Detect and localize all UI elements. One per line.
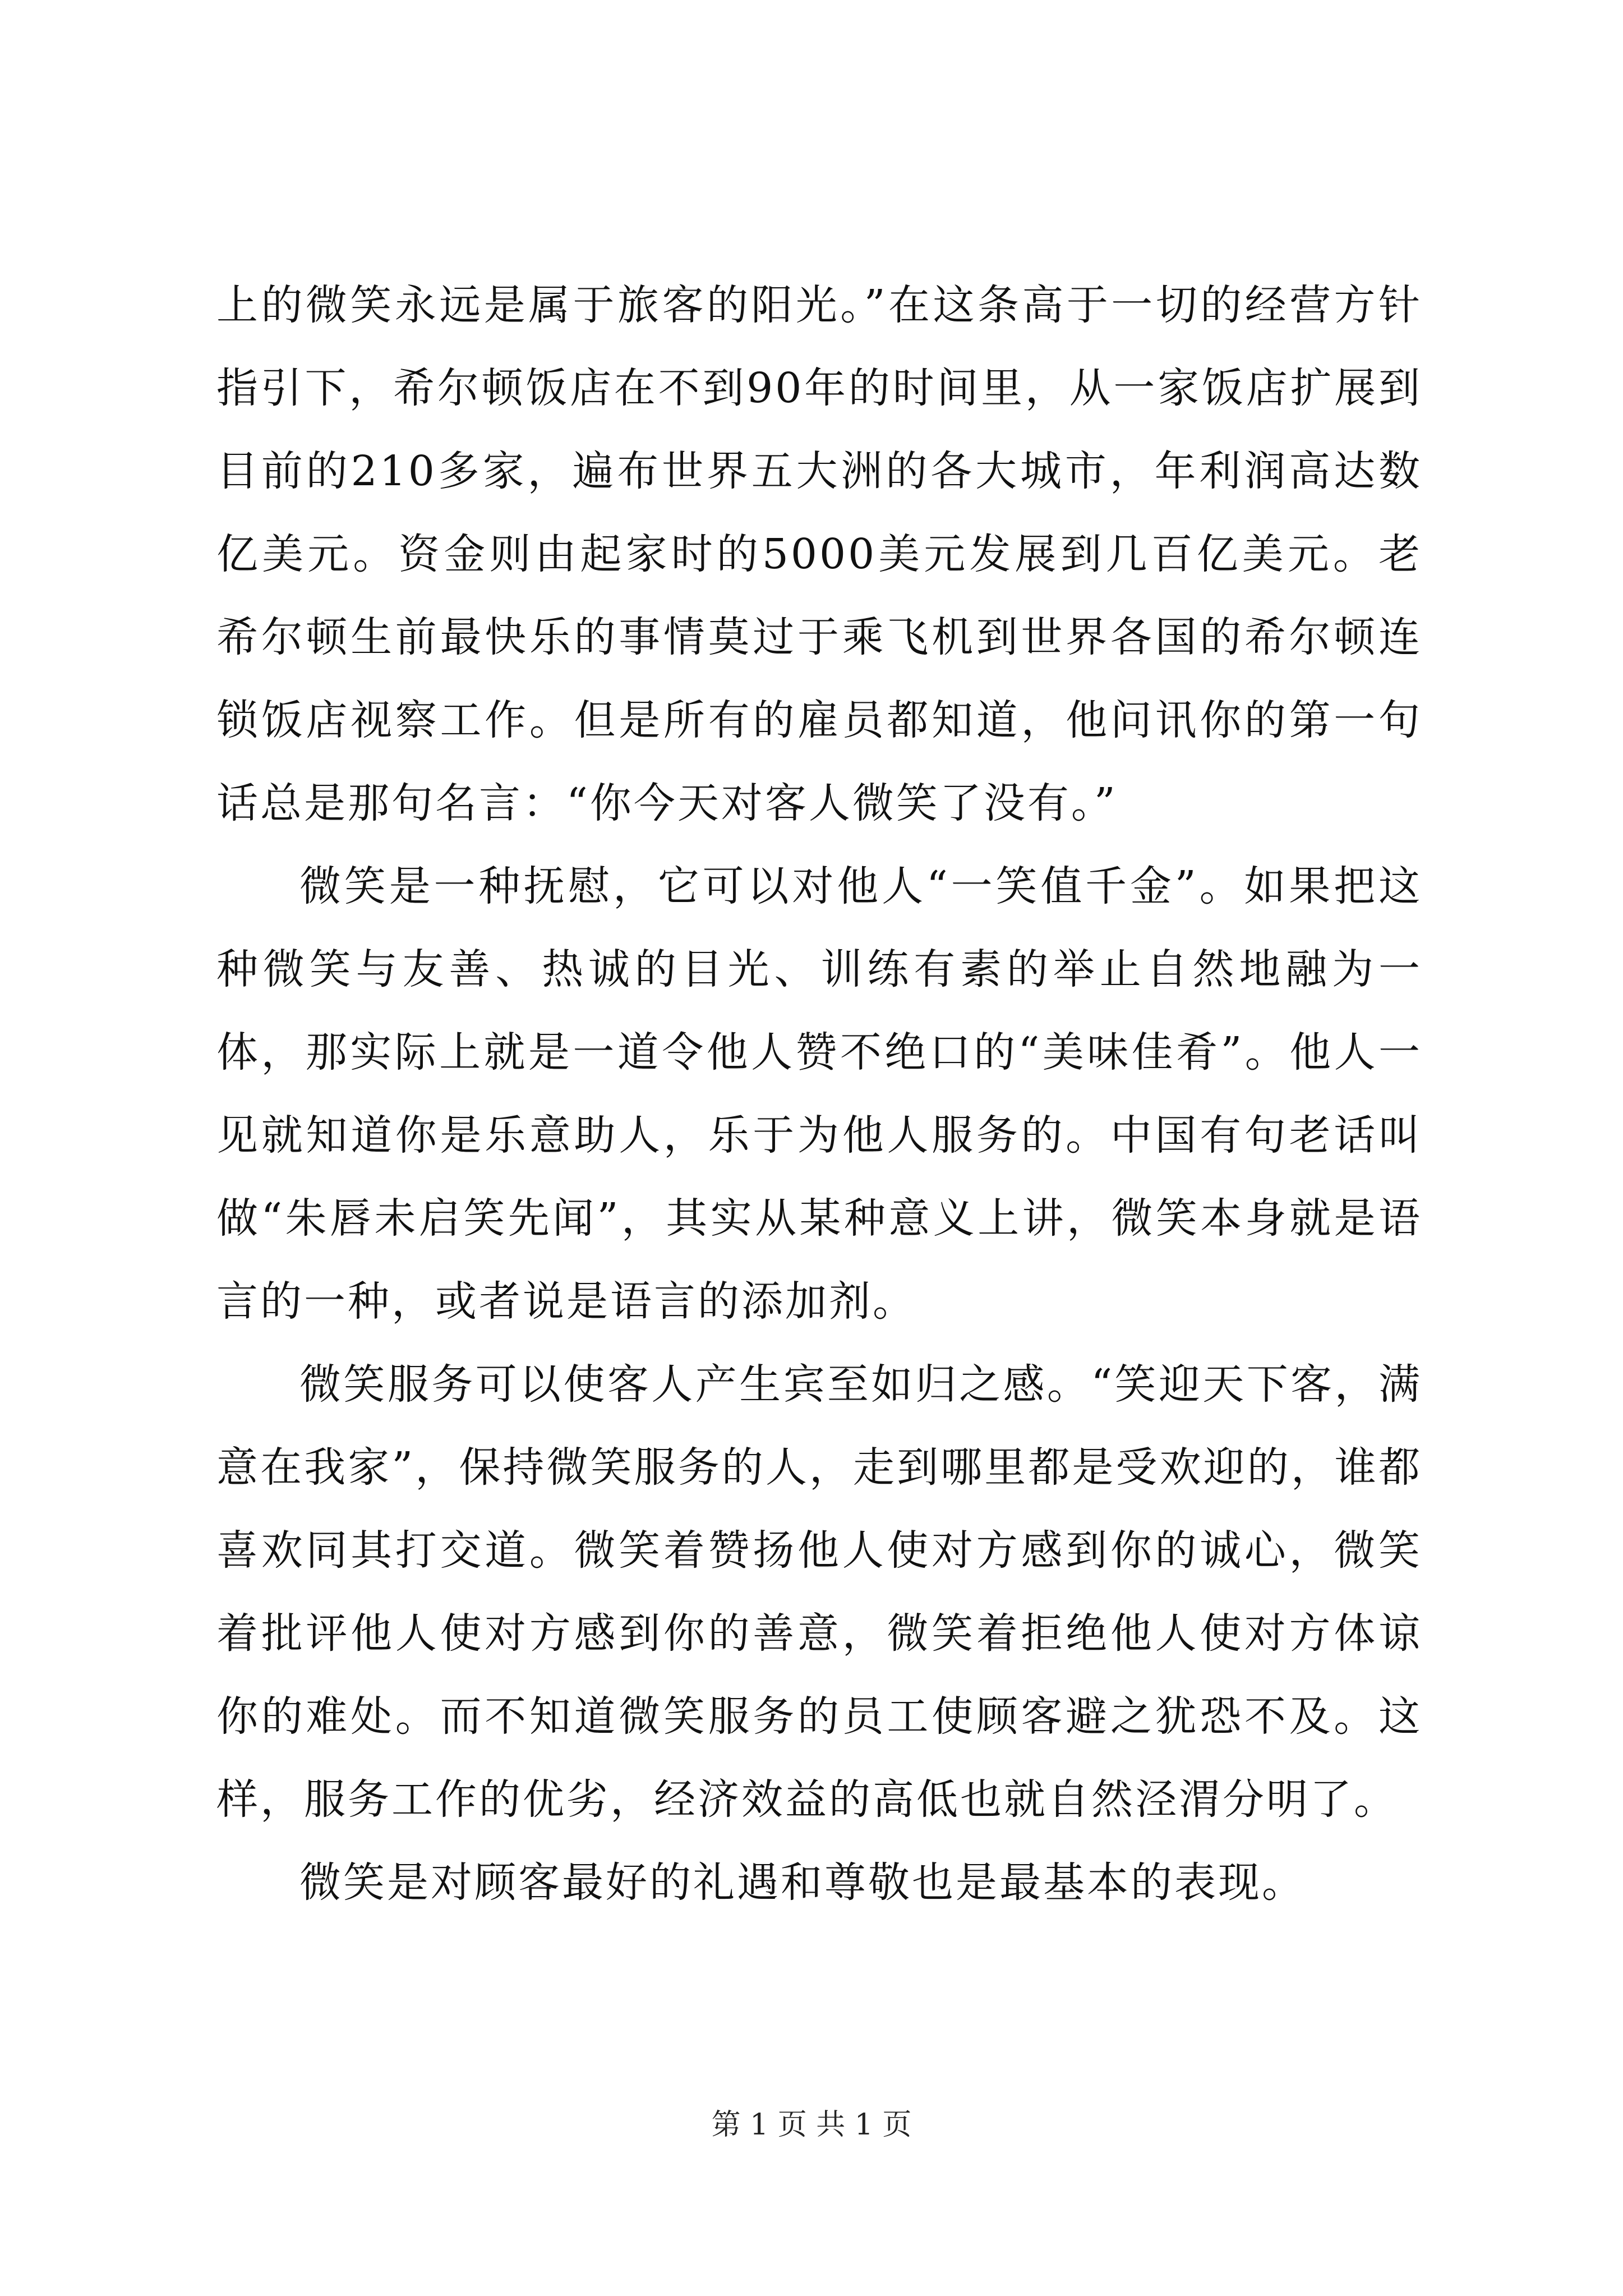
- document-body: [216, 264, 1422, 1924]
- paragraph-3: 微笑服务可以使客人产生宾至如归之感。“笑迎天下客，满意在我家”，保持微笑服务的人，走到哪里都是受欢迎的，谁都喜欢同其打交道。微笑着赞扬他人使对方感到你的诚心，微笑着批评他人使对方感到你的善意，微笑着拒绝他人使对方体谅你的难处。而不知道微笑服务的员工使顾客避之犹恐不及。这样，服务工作的优劣，经济效益的高低也就自然泾渭分明了。: [216, 1360, 1422, 1824]
- paragraph-2: 微笑是一种抚慰，它可以对他人“一笑值千金”。如果把这种微笑与友善、热诚的目光、训练有素的举止自然地融为一体，那实际上就是一道令他人赞不绝口的“美味佳肴”。他人一见就知道你是乐意助人，乐于为他人服务的。中国有句老话叫做“朱唇未启笑先闻”，其实从某种意义上讲，微笑本身就是语言的一种，或者说是语言的添加剂。: [216, 862, 1422, 1326]
- paragraph-4: 微笑是对顾客最好的礼遇和尊敬也是最基本的表现。: [299, 1858, 1306, 1907]
- page-number-footer: 第 1 页 共 1 页: [711, 2108, 912, 2142]
- paragraph-1: 上的微笑永远是属于旅客的阳光。”在这条高于一切的经营方针指引下，希尔顿饭店在不到90年的时间里，从一家饭店扩展到目前的210多家，遍布世界五大洲的各大城市，年利润高达数亿美元。资金则由起家时的5000美元发展到几百亿美元。老希尔顿生前最快乐的事情莫过于乘飞机到世界各国的希尔顿连锁饭店视察工作。但是所有的雇员都知道，他问讯你的第一句话总是那句名言：“你今天对客人微笑了没有。”: [216, 281, 1422, 827]
